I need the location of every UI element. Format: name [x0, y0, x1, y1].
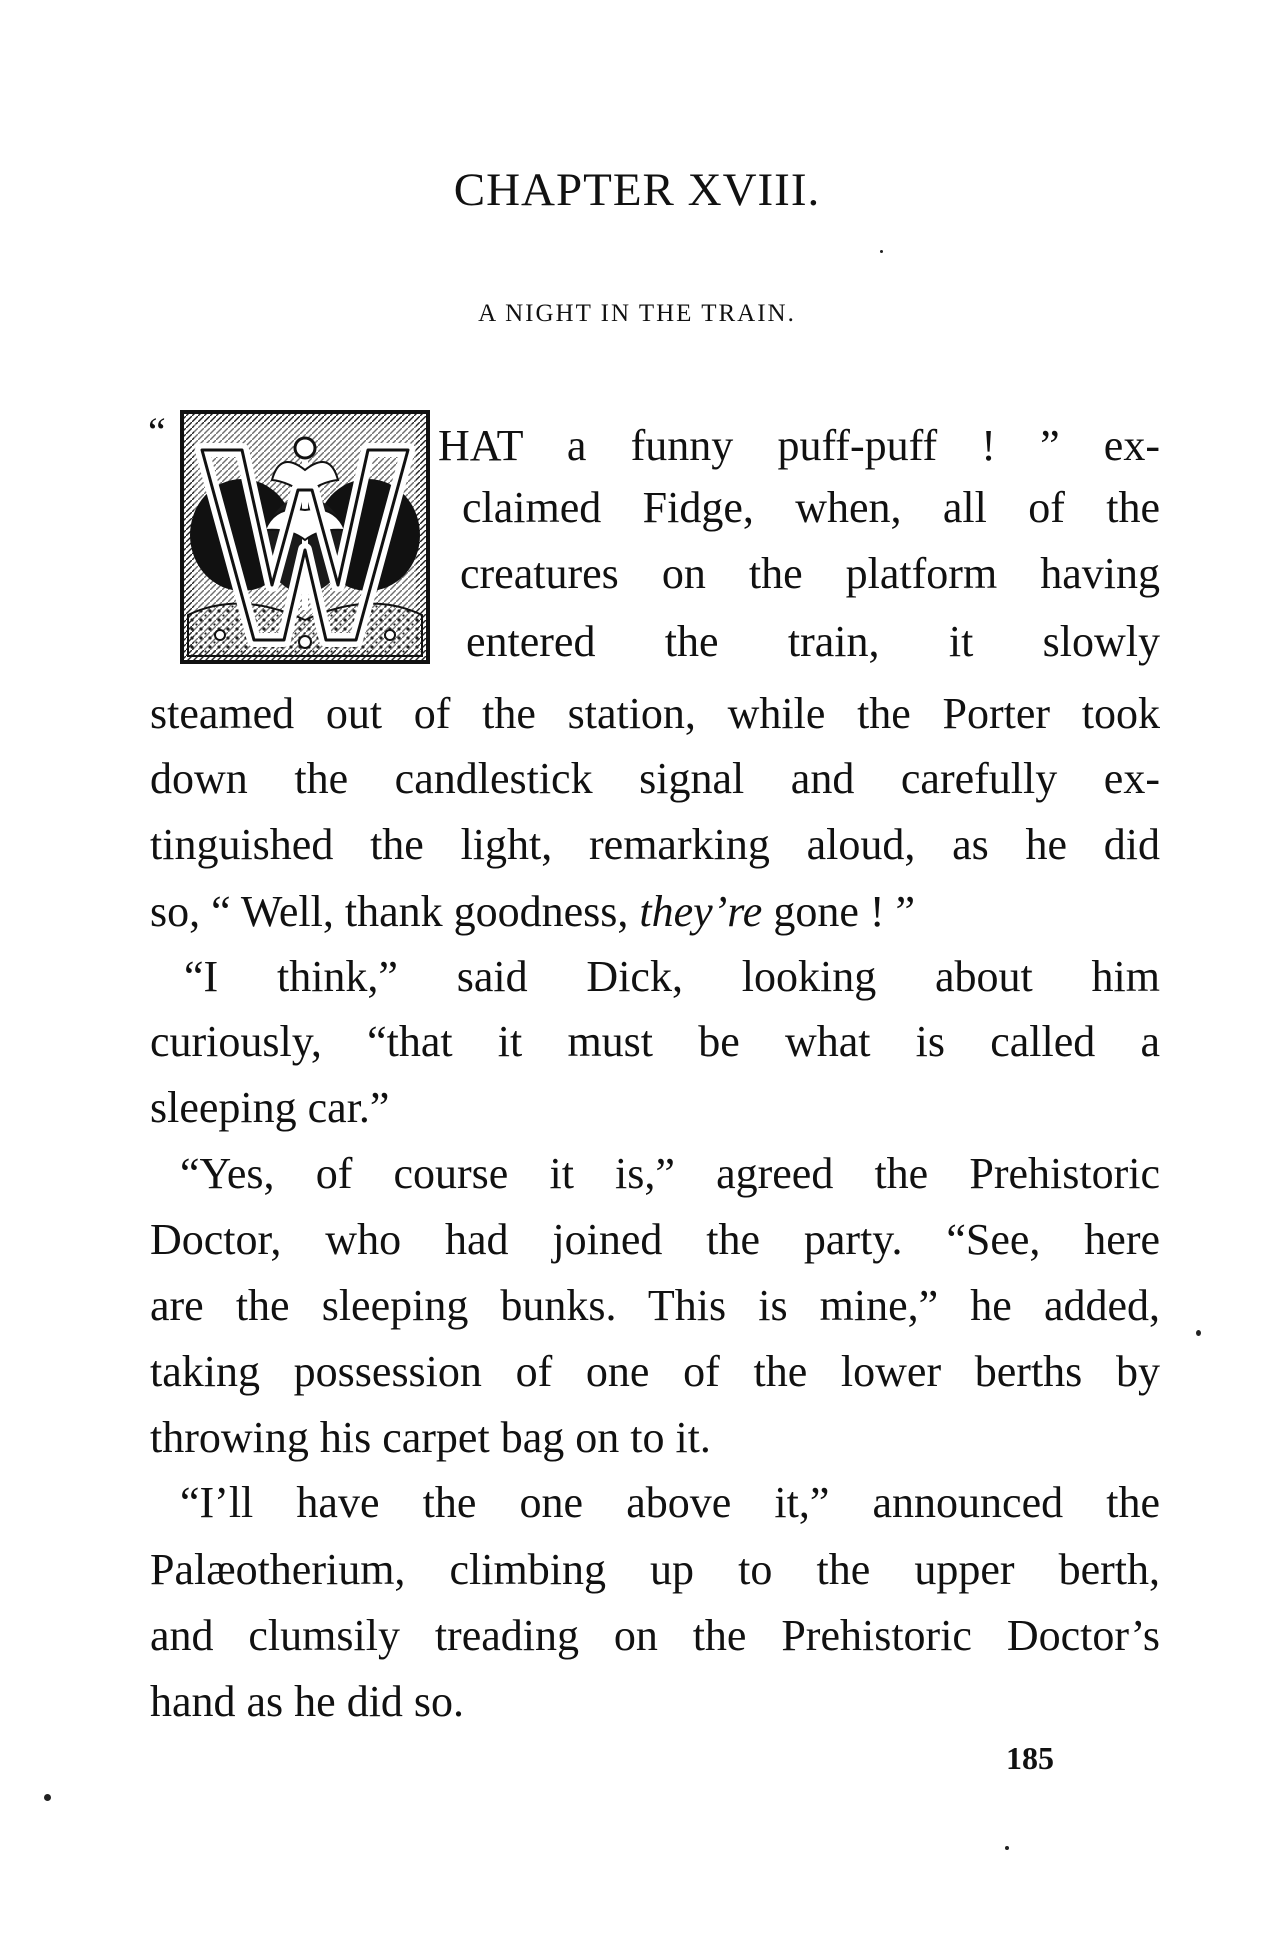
text-line-13: Doctor, who had joined the party. “See, here [150, 1215, 1160, 1264]
text-line-5: steamed out of the station, while the Porter took [150, 689, 1160, 738]
text-line-3: creatures on the platform having [460, 549, 1160, 598]
text-line-11: sleeping car.” [150, 1083, 390, 1132]
text-line-7: tinguished the light, remarking aloud, as he did [150, 820, 1160, 869]
text-line-8-end: gone ! ” [762, 887, 916, 936]
text-line-1: HAT a funny puff-puff ! ” ex- [438, 421, 1160, 470]
scan-speck [880, 250, 883, 253]
text-line-20: hand as he did so. [150, 1677, 465, 1726]
text-line-2: claimed Fidge, when, all of the [462, 483, 1160, 532]
text-line-8 [150, 882, 1160, 942]
text-line-12: “Yes, of course it is,” agreed the Prehistoric [180, 1149, 1160, 1198]
text-line-8-italic: they’re [639, 887, 763, 936]
text-line-9: “I think,” said Dick, looking about him [184, 952, 1160, 1001]
chapter-subtitle: A NIGHT IN THE TRAIN. [478, 300, 796, 327]
text-line-16: throwing his carpet bag on to it. [150, 1413, 711, 1462]
text-line-19: and clumsily treading on the Prehistoric Doctor’s [150, 1611, 1160, 1660]
chapter-title: CHAPTER XVIII. [453, 164, 821, 216]
text-line-10: curiously, “that it must be what is called a [150, 1017, 1160, 1066]
drop-cap-w-ornament [180, 410, 430, 664]
scan-speck [1005, 1846, 1009, 1850]
page-number: 185 [1006, 1740, 1054, 1776]
scan-speck [44, 1794, 51, 1801]
text-line-18: Palæotherium, climbing up to the upper berth, [150, 1545, 1160, 1594]
text-line-8-start: so, “ Well, thank goodness, [150, 887, 640, 936]
text-line-4: entered the train, it slowly [466, 617, 1160, 666]
text-line-14: are the sleeping bunks. This is mine,” he added, [150, 1281, 1160, 1330]
text-line-17: “I’ll have the one above it,” announced the [180, 1478, 1160, 1527]
scan-speck [1196, 1330, 1201, 1336]
text-line-6: down the candlestick signal and carefully ex- [150, 754, 1160, 803]
text-line-15: taking possession of one of the lower berths by [150, 1347, 1160, 1396]
opening-quote-mark: “ [148, 409, 166, 454]
